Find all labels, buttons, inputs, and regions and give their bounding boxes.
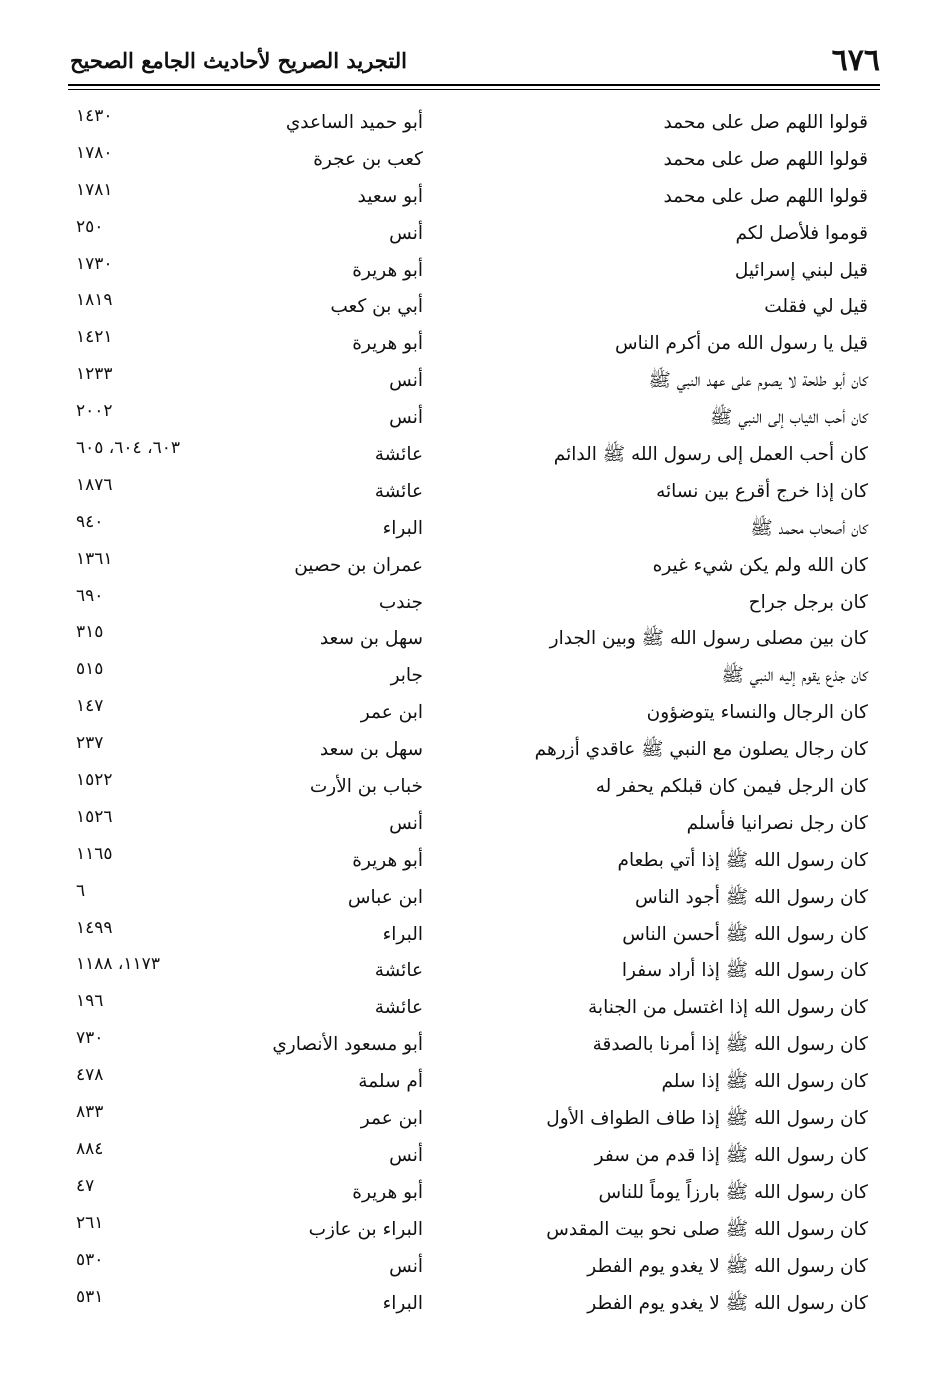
narrator-name: كعب بن عجرة — [313, 148, 423, 170]
hadith-text: كان أبو طلحة لا يصوم على عهد النبي ﷺ — [648, 370, 868, 392]
hadith-text: قيل لبني إسرائيل — [734, 259, 868, 281]
page-number: ٦٧٦ — [831, 42, 880, 78]
hadith-text: قولوا اللهم صل على محمد — [663, 185, 868, 207]
index-row — [68, 327, 878, 364]
index-row — [68, 1102, 878, 1139]
hadith-reference-number: ١٤٣٠ — [76, 106, 113, 126]
narrator-name: عائشة — [374, 444, 423, 466]
hadith-text: كان رسول الله إذا اغتسل من الجنابة — [588, 997, 868, 1019]
narrator-name: عائشة — [374, 997, 423, 1019]
narrator-name: أبو هريرة — [352, 849, 423, 871]
narrator-name: أنس — [389, 1144, 423, 1166]
hadith-text: كان الرجال والنساء يتوضؤون — [646, 702, 868, 724]
narrator-name: سهل بن سعد — [319, 739, 423, 761]
index-row — [68, 438, 878, 475]
hadith-text: كان رجل نصرانيا فأسلم — [686, 812, 868, 834]
hadith-reference-number: ٩٤٠ — [76, 511, 104, 532]
hadith-text: قولوا اللهم صل على محمد — [663, 148, 868, 170]
narrator-name: عائشة — [374, 960, 423, 982]
hadith-text: كان رسول الله ﷺ إذا طاف الطواف الأول — [546, 1108, 868, 1130]
index-row — [68, 549, 878, 586]
index-row — [68, 1176, 878, 1213]
hadith-reference-number: ٤٧ — [76, 1175, 95, 1196]
index-row — [68, 918, 878, 955]
index-row — [68, 143, 878, 180]
narrator-name: أنس — [389, 370, 423, 392]
narrator-name: البراء — [382, 1292, 423, 1314]
hadith-reference-number: ٤٧٨ — [76, 1065, 104, 1086]
index-row — [68, 364, 878, 401]
index-row — [68, 1287, 878, 1324]
narrator-name: ابن عمر — [360, 702, 423, 724]
narrator-name: عائشة — [374, 480, 423, 502]
index-row — [68, 1213, 878, 1250]
narrator-name: البراء — [382, 517, 423, 539]
hadith-text: كان رسول الله ﷺ إذا سلم — [661, 1071, 868, 1093]
index-row — [68, 622, 878, 659]
narrator-name: أنس — [389, 812, 423, 834]
index-row — [68, 954, 878, 991]
narrator-name: أنس — [389, 407, 423, 429]
hadith-text: قولوا اللهم صل على محمد — [663, 112, 868, 133]
hadith-reference-number: ٢٠٠٢ — [76, 401, 113, 422]
header-rule — [68, 84, 880, 90]
index-row — [68, 1250, 878, 1287]
index-row — [68, 1139, 878, 1176]
hadith-reference-number: ١٨١٩ — [76, 290, 113, 311]
hadith-reference-number: ١٣٦١ — [76, 548, 113, 569]
narrator-name: أبو حميد الساعدي — [285, 112, 423, 133]
hadith-reference-number: ١١٦٥ — [76, 843, 113, 864]
hadith-text: كان رسول الله ﷺ لا يغدو يوم الفطر — [587, 1292, 868, 1314]
hadith-text: كان برجل جراح — [748, 591, 868, 613]
hadith-reference-number: ٦٩٠ — [76, 585, 104, 606]
index-row — [68, 881, 878, 918]
narrator-name: أبي بن كعب — [330, 296, 423, 318]
index-row — [68, 696, 878, 733]
narrator-name: أبو هريرة — [352, 1181, 423, 1203]
index-row — [68, 991, 878, 1028]
hadith-reference-number: ١٢٣٣ — [76, 364, 113, 385]
narrator-name: البراء — [382, 923, 423, 945]
hadith-text: كان رسول الله ﷺ إذا قدم من سفر — [594, 1144, 868, 1166]
index-row — [68, 844, 878, 881]
hadith-text: كان رسول الله ﷺ أحسن الناس — [622, 923, 868, 945]
hadith-text: كان أصحاب محمد ﷺ — [750, 517, 868, 539]
hadith-index-list — [68, 106, 878, 1323]
narrator-name: أم سلمة — [358, 1071, 423, 1093]
narrator-name: عمران بن حصين — [294, 554, 423, 576]
hadith-text: كان الرجل فيمن كان قبلكم يحفر له — [595, 776, 868, 798]
hadith-reference-number: ١٩٦ — [76, 991, 104, 1012]
hadith-text: كان رسول الله ﷺ بارزاً يوماً للناس — [598, 1181, 868, 1203]
narrator-name: جابر — [390, 665, 423, 687]
hadith-text: كان أحب الثياب إلى النبي ﷺ — [710, 407, 868, 429]
hadith-reference-number: ٨٨٤ — [76, 1138, 104, 1159]
index-row — [68, 807, 878, 844]
hadith-text: كان رجال يصلون مع النبي ﷺ عاقدي أزرهم — [534, 739, 868, 761]
hadith-text: قيل لي فقلت — [764, 296, 868, 318]
hadith-reference-number: ٥٣١ — [76, 1286, 104, 1307]
hadith-reference-number: ١٧٣٠ — [76, 253, 113, 274]
index-row — [68, 1028, 878, 1065]
hadith-text: كان جذع يقوم إليه النبي ﷺ — [721, 665, 868, 687]
hadith-reference-number: ١٤٩٩ — [76, 917, 113, 938]
narrator-name: أنس — [389, 222, 423, 244]
hadith-text: كان الله ولم يكن شيء غيره — [652, 554, 868, 576]
hadith-reference-number: ٧٣٠ — [76, 1028, 104, 1049]
hadith-reference-number: ٢٥٠ — [76, 216, 104, 237]
index-row — [68, 659, 878, 696]
narrator-name: البراء بن عازب — [308, 1218, 423, 1240]
index-row — [68, 770, 878, 807]
hadith-text: قوموا فلأصل لكم — [735, 222, 868, 244]
hadith-reference-number: ٦٠٣، ٦٠٤، ٦٠٥ — [76, 438, 180, 459]
narrator-name: أبو هريرة — [352, 259, 423, 281]
hadith-reference-number: ٨٣٣ — [76, 1102, 104, 1123]
index-row — [68, 254, 878, 291]
index-row — [68, 733, 878, 770]
hadith-text: كان رسول الله ﷺ أجود الناس — [635, 886, 868, 908]
narrator-name: خباب بن الأرت — [309, 776, 423, 798]
hadith-text: قيل يا رسول الله من أكرم الناس — [615, 333, 868, 355]
index-row — [68, 512, 878, 549]
hadith-reference-number: ١٥٢٦ — [76, 806, 113, 827]
index-row — [68, 586, 878, 623]
hadith-reference-number: ٥٣٠ — [76, 1249, 104, 1270]
hadith-reference-number: ٢٦١ — [76, 1212, 104, 1233]
hadith-reference-number: ١٤٧ — [76, 696, 104, 717]
hadith-text: كان إذا خرج أقرع بين نسائه — [656, 480, 868, 502]
narrator-name: جندب — [378, 591, 423, 613]
book-title: التجريد الصريح لأحاديث الجامع الصحيح — [70, 47, 407, 73]
hadith-text: كان رسول الله ﷺ إذا أتي بطعام — [617, 849, 868, 871]
index-row — [68, 106, 878, 143]
page-header — [70, 38, 880, 82]
hadith-reference-number: ١٧٨٠ — [76, 142, 113, 163]
hadith-text: كان رسول الله ﷺ إذا أمرنا بالصدقة — [592, 1034, 868, 1056]
hadith-text: كان رسول الله ﷺ لا يغدو يوم الفطر — [587, 1255, 868, 1277]
index-row — [68, 217, 878, 254]
hadith-text: كان رسول الله ﷺ إذا أراد سفرا — [621, 960, 868, 982]
hadith-reference-number: ١٧٨١ — [76, 179, 113, 200]
hadith-text: كان أحب العمل إلى رسول الله ﷺ الدائم — [553, 444, 868, 466]
narrator-name: أبو هريرة — [352, 333, 423, 355]
hadith-reference-number: ٦ — [76, 880, 86, 901]
index-row — [68, 1065, 878, 1102]
hadith-reference-number: ٣١٥ — [76, 622, 104, 643]
narrator-name: ابن عباس — [347, 886, 423, 908]
index-row — [68, 180, 878, 217]
hadith-reference-number: ١١٧٣، ١١٨٨ — [76, 954, 160, 975]
hadith-reference-number: ٥١٥ — [76, 659, 104, 680]
hadith-reference-number: ٢٣٧ — [76, 733, 104, 754]
hadith-reference-number: ١٤٢١ — [76, 327, 113, 348]
hadith-reference-number: ١٥٢٢ — [76, 770, 113, 791]
hadith-reference-number: ١٨٧٦ — [76, 474, 113, 495]
hadith-text: كان بين مصلى رسول الله ﷺ وبين الجدار — [549, 628, 868, 650]
index-row — [68, 290, 878, 327]
narrator-name: ابن عمر — [360, 1108, 423, 1130]
narrator-name: أنس — [389, 1255, 423, 1277]
narrator-name: أبو مسعود الأنصاري — [272, 1034, 423, 1056]
narrator-name: سهل بن سعد — [319, 628, 423, 650]
index-row — [68, 475, 878, 512]
hadith-text: كان رسول الله ﷺ صلى نحو بيت المقدس — [546, 1218, 868, 1240]
index-row — [68, 401, 878, 438]
narrator-name: أبو سعيد — [357, 185, 423, 207]
